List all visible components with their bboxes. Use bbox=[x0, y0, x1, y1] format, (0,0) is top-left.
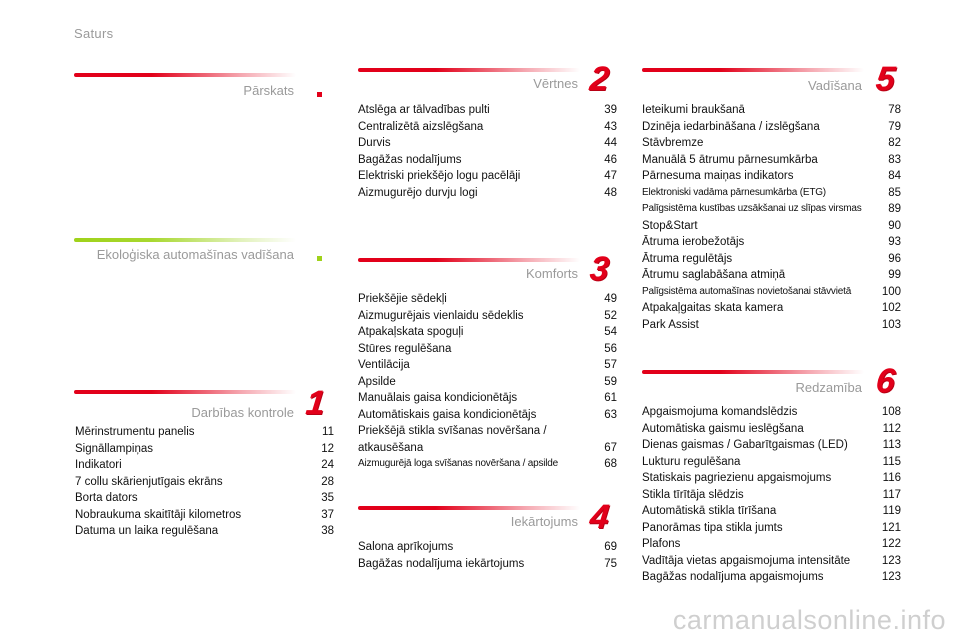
toc-entry-page: 123 bbox=[881, 554, 901, 567]
section-title-2[interactable]: Vērtnes bbox=[533, 76, 578, 91]
toc-entry-page: 54 bbox=[604, 326, 617, 338]
toc-entry-label: Bagāžas nodalījums bbox=[358, 153, 462, 166]
section-number-1: 1 bbox=[304, 384, 327, 422]
toc-list-4 bbox=[358, 539, 617, 572]
toc-entry-page: 43 bbox=[604, 120, 617, 133]
toc-entry-label: Plafons bbox=[642, 538, 681, 550]
toc-entry[interactable] bbox=[358, 456, 617, 473]
toc-entry[interactable] bbox=[642, 454, 901, 471]
section-title-4[interactable]: Iekārtojums bbox=[510, 514, 578, 529]
toc-entry-page: 115 bbox=[882, 455, 901, 468]
toc-entry[interactable] bbox=[642, 404, 901, 421]
toc-entry[interactable] bbox=[642, 487, 901, 504]
toc-entry-page: 69 bbox=[604, 541, 617, 553]
toc-entry[interactable] bbox=[642, 520, 901, 537]
toc-entry[interactable] bbox=[642, 470, 901, 487]
toc-entry-page: 83 bbox=[888, 153, 901, 166]
section-bar-3 bbox=[358, 258, 580, 262]
toc-entry-label: Signāllampiņas bbox=[75, 442, 153, 455]
section-marker bbox=[317, 92, 322, 97]
toc-entry-label: Ieteikumi braukšanā bbox=[642, 104, 745, 116]
toc-entry-page: 102 bbox=[881, 302, 901, 314]
toc-entry-page: 49 bbox=[604, 293, 617, 305]
toc-entry-label: Nobraukuma skaitītāji kilometros bbox=[75, 508, 242, 521]
toc-entry-page: 123 bbox=[881, 571, 901, 583]
toc-entry-label: Aizmugurējo durvju logi bbox=[358, 186, 478, 199]
toc-entry-label: Dzinēja iedarbināšana / izslēgšana bbox=[642, 120, 820, 133]
toc-entry-page: 35 bbox=[321, 492, 334, 504]
toc-entry-label: Bagāžas nodalījuma iekārtojums bbox=[358, 557, 525, 570]
toc-entry[interactable] bbox=[358, 539, 617, 556]
toc-entry[interactable] bbox=[642, 234, 901, 251]
toc-entry[interactable] bbox=[642, 421, 901, 438]
toc-entry-label: Ventilācija bbox=[358, 359, 410, 371]
toc-entry-page: 78 bbox=[888, 104, 901, 116]
toc-entry-page: 28 bbox=[321, 475, 334, 488]
section-number-2: 2 bbox=[588, 60, 611, 98]
toc-entry-page: 46 bbox=[604, 153, 617, 166]
toc-entry-page: 85 bbox=[888, 186, 901, 199]
section-bar-6 bbox=[642, 370, 864, 374]
toc-entry-page: 100 bbox=[881, 285, 901, 298]
toc-entry[interactable] bbox=[642, 284, 901, 301]
toc-entry-label: Atpakaļskata spoguļi bbox=[358, 326, 464, 338]
toc-entry-page: 96 bbox=[888, 252, 901, 265]
toc-entry-label: Stāvbremze bbox=[642, 137, 704, 149]
toc-entry-label: 7 collu skārienjutīgais ekrāns bbox=[75, 475, 223, 488]
toc-entry[interactable] bbox=[642, 152, 901, 169]
toc-entry-page: 90 bbox=[888, 219, 901, 232]
toc-entry-label: Elektroniski vadāma pārnesumkārba (ETG) bbox=[642, 186, 826, 198]
toc-entry-page: 56 bbox=[604, 342, 617, 355]
toc-entry-label: Palīgsistēma kustības uzsākšanai uz slīpas virsmas bbox=[642, 203, 862, 214]
section-title-6[interactable]: Redzamība bbox=[795, 380, 862, 395]
toc-entry-page: 48 bbox=[604, 186, 617, 199]
toc-entry-page: 57 bbox=[604, 359, 617, 371]
toc-list-6 bbox=[642, 404, 901, 586]
toc-entry-label: Priekšējā stikla svīšanas novēršana / atkausēšana bbox=[358, 425, 547, 454]
toc-entry[interactable] bbox=[75, 523, 334, 540]
toc-entry-page: 63 bbox=[604, 408, 617, 421]
toc-entry[interactable] bbox=[358, 102, 617, 119]
toc-entry[interactable] bbox=[642, 267, 901, 284]
toc-entry-label: Centralizētā aizslēgšana bbox=[358, 120, 484, 133]
section-title-eco[interactable]: Ekoloģiska automašīnas vadīšana bbox=[96, 247, 294, 262]
section-bar-5 bbox=[642, 68, 864, 72]
toc-entry-page: 61 bbox=[604, 392, 617, 404]
toc-entry[interactable] bbox=[642, 536, 901, 553]
toc-entry-label: Automātiskā stikla tīrīšana bbox=[642, 505, 777, 517]
toc-entry[interactable] bbox=[642, 569, 901, 586]
toc-entry[interactable] bbox=[642, 300, 901, 317]
toc-entry-page: 84 bbox=[888, 170, 901, 182]
toc-entry[interactable] bbox=[642, 251, 901, 268]
toc-entry[interactable] bbox=[358, 357, 617, 374]
toc-entry-label: Ātruma ierobežotājs bbox=[642, 236, 745, 248]
section-number-3: 3 bbox=[588, 250, 611, 288]
toc-entry-label: Statiskais pagriezienu apgaismojums bbox=[642, 472, 832, 484]
toc-entry[interactable] bbox=[358, 168, 617, 185]
toc-entry[interactable] bbox=[75, 490, 334, 507]
toc-entry-page: 112 bbox=[882, 422, 901, 435]
toc-entry-label: Bagāžas nodalījuma apgaismojums bbox=[642, 571, 824, 583]
toc-entry-page: 119 bbox=[882, 505, 901, 517]
section-bar-4 bbox=[358, 506, 580, 510]
toc-entry-label: Stop&Start bbox=[642, 219, 698, 232]
toc-entry[interactable] bbox=[358, 152, 617, 169]
toc-entry-label: Atpakaļgaitas skata kamera bbox=[642, 302, 784, 314]
toc-entry-page: 12 bbox=[321, 442, 334, 455]
toc-entry-page: 103 bbox=[881, 318, 901, 331]
section-number-6: 6 bbox=[874, 362, 897, 400]
toc-entry-label: Apsilde bbox=[358, 375, 396, 388]
toc-entry-page: 121 bbox=[881, 521, 901, 534]
toc-entry-label: Priekšējie sēdekļi bbox=[358, 293, 447, 305]
section-number-4: 4 bbox=[588, 498, 611, 536]
section-bar-eco bbox=[74, 238, 296, 242]
toc-entry-page: 24 bbox=[321, 459, 334, 471]
toc-entry[interactable] bbox=[642, 185, 901, 202]
toc-entry[interactable] bbox=[642, 218, 901, 235]
toc-entry[interactable] bbox=[358, 308, 617, 325]
toc-entry-label: Manuālais gaisa kondicionētājs bbox=[358, 392, 518, 404]
toc-entry-label: Automātiska gaismu ieslēgšana bbox=[642, 422, 804, 435]
toc-entry-page: 37 bbox=[321, 508, 334, 521]
toc-entry-page: 44 bbox=[604, 137, 617, 149]
toc-entry[interactable] bbox=[642, 119, 901, 136]
toc-entry-label: Manuālā 5 ātrumu pārnesumkārba bbox=[642, 153, 818, 166]
toc-entry-page: 52 bbox=[604, 309, 617, 322]
toc-entry-page: 113 bbox=[882, 439, 901, 451]
toc-list-3 bbox=[358, 291, 617, 473]
toc-entry-label: Lukturu regulēšana bbox=[642, 455, 741, 468]
toc-entry-label: Mērinstrumentu panelis bbox=[75, 426, 195, 438]
section-title-5[interactable]: Vadīšana bbox=[808, 78, 862, 93]
toc-entry-label: Elektriski priekšējo logu pacēlāji bbox=[358, 170, 521, 182]
toc-entry-label: Aizmugurējais vienlaidu sēdeklis bbox=[358, 309, 524, 322]
toc-entry[interactable] bbox=[642, 553, 901, 570]
toc-entry-label: Stikla tīrītāja slēdzis bbox=[642, 488, 744, 501]
toc-list-5 bbox=[642, 102, 901, 333]
section-bar-1 bbox=[74, 390, 296, 394]
toc-entry-page: 122 bbox=[881, 538, 901, 550]
toc-entry[interactable] bbox=[358, 423, 617, 456]
toc-entry[interactable] bbox=[75, 474, 334, 491]
toc-entry[interactable] bbox=[358, 119, 617, 136]
toc-entry-label: Stūres regulēšana bbox=[358, 342, 452, 355]
toc-entry-label: Datuma un laika regulēšana bbox=[75, 525, 219, 537]
toc-entry-page: 117 bbox=[882, 488, 901, 501]
toc-entry-page: 59 bbox=[604, 375, 617, 388]
toc-entry[interactable] bbox=[642, 317, 901, 334]
toc-entry[interactable] bbox=[642, 135, 901, 152]
toc-entry-page: 39 bbox=[604, 104, 617, 116]
toc-entry-page: 47 bbox=[604, 170, 617, 182]
toc-entry[interactable] bbox=[642, 503, 901, 520]
toc-entry-label: Pārnesuma maiņas indikators bbox=[642, 170, 794, 182]
toc-entry[interactable] bbox=[358, 374, 617, 391]
watermark: carmanualsonline.info bbox=[672, 605, 946, 635]
toc-entry-label: Park Assist bbox=[642, 318, 699, 331]
toc-entry[interactable] bbox=[642, 168, 901, 185]
toc-entry[interactable] bbox=[642, 437, 901, 454]
toc-entry[interactable] bbox=[75, 441, 334, 458]
toc-entry[interactable] bbox=[358, 556, 617, 573]
toc-entry[interactable] bbox=[358, 390, 617, 407]
toc-entry-page: 38 bbox=[321, 525, 334, 537]
toc-entry-label: Automātiskais gaisa kondicionētājs bbox=[358, 408, 537, 421]
toc-entry-page: 116 bbox=[882, 472, 901, 484]
toc-entry-page: 68 bbox=[604, 458, 617, 470]
toc-entry-page: 79 bbox=[888, 120, 901, 133]
toc-entry-label: Aizmugurējā loga svīšanas novēršana / apsilde bbox=[358, 458, 559, 469]
toc-entry-label: Durvis bbox=[358, 137, 391, 149]
toc-entry[interactable] bbox=[358, 407, 617, 424]
toc-entry-page: 89 bbox=[888, 203, 901, 215]
section-title-3[interactable]: Komforts bbox=[525, 266, 578, 281]
toc-entry-page: 82 bbox=[888, 137, 901, 149]
toc-entry-page: 93 bbox=[888, 236, 901, 248]
toc-entry[interactable] bbox=[75, 507, 334, 524]
section-title-parskats[interactable]: Pārskats bbox=[243, 83, 294, 98]
toc-entry-page: 108 bbox=[881, 406, 901, 418]
toc-entry-label: Apgaismojuma komandslēdzis bbox=[642, 406, 798, 418]
section-marker-eco bbox=[317, 256, 322, 261]
section-bar-2 bbox=[358, 68, 580, 72]
toc-entry-label: Panorāmas tipa stikla jumts bbox=[642, 521, 783, 534]
toc-entry-label: Dienas gaismas / Gabarītgaismas (LED) bbox=[642, 439, 848, 451]
toc-entry-label: Atslēga ar tālvadības pulti bbox=[358, 104, 490, 116]
toc-entry-label: Borta dators bbox=[75, 492, 138, 504]
toc-entry-label: Salona aprīkojums bbox=[358, 541, 454, 553]
page-title: Saturs bbox=[74, 26, 114, 41]
toc-entry-label: Ātrumu saglabāšana atmiņā bbox=[642, 269, 786, 281]
section-title-1[interactable]: Darbības kontrole bbox=[191, 405, 294, 420]
toc-entry[interactable] bbox=[642, 201, 901, 218]
toc-entry[interactable] bbox=[358, 324, 617, 341]
toc-entry-page: 99 bbox=[888, 269, 901, 281]
toc-list-1 bbox=[75, 424, 334, 540]
toc-entry[interactable] bbox=[75, 457, 334, 474]
section-number-5: 5 bbox=[874, 60, 897, 98]
toc-entry[interactable] bbox=[642, 102, 901, 119]
toc-entry-page: 11 bbox=[322, 426, 334, 438]
toc-entry-page: 75 bbox=[604, 557, 617, 570]
toc-entry-label: Ātruma regulētājs bbox=[642, 252, 733, 265]
toc-entry-label: Indikatori bbox=[75, 459, 122, 471]
toc-entry[interactable] bbox=[358, 185, 617, 202]
toc-entry-label: Vadītāja vietas apgaismojuma intensitāte bbox=[642, 554, 851, 567]
toc-entry[interactable] bbox=[358, 291, 617, 308]
toc-entry-label: Palīgsistēma automašīnas novietošanai stāvvietā bbox=[642, 285, 852, 297]
toc-entry[interactable] bbox=[358, 135, 617, 152]
section-bar bbox=[74, 73, 296, 77]
toc-entry-page: 67 bbox=[604, 441, 617, 454]
toc-entry[interactable] bbox=[358, 341, 617, 358]
toc-entry[interactable] bbox=[75, 424, 334, 441]
toc-list-2 bbox=[358, 102, 617, 201]
